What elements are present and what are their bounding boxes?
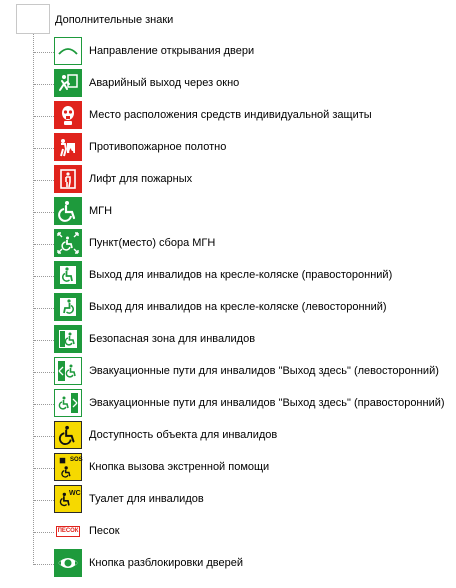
tree-item-fire-blanket[interactable] [0,133,456,163]
root-icon [16,4,50,34]
tree-item-sos-button[interactable] [0,453,456,483]
sand-icon [54,517,82,545]
wc-icon [54,485,82,513]
tree-item-mgn[interactable] [0,197,456,227]
tree-item-door-direction[interactable] [0,37,456,67]
door-arc-icon [54,37,82,65]
accessibility-icon [54,421,82,449]
fire-lift-icon [54,165,82,193]
tree-item-assembly-point[interactable] [0,229,456,259]
tree-item-label: МГН [89,205,113,217]
tree-item-label: Эвакуационные пути для инвалидов "Выход здесь" (правосторонний) [89,397,445,409]
wheelchair-exit-right-icon [54,261,82,289]
tree-item-label: Направление открывания двери [89,45,255,57]
sos-button-icon [54,453,82,481]
tree-item-label: Пункт(место) сбора МГН [89,237,216,249]
tree-item-label: Доступность объекта для инвалидов [89,429,278,441]
tree-item-label: Песок [89,525,120,537]
assembly-point-icon [54,229,82,257]
tree-item-window-exit[interactable] [0,69,456,99]
tree-item-door-unlock[interactable] [0,549,456,579]
tree-item-safe-zone[interactable] [0,325,456,355]
tree-item-evac-right[interactable] [0,389,456,419]
safe-zone-icon [54,325,82,353]
tree-item-fire-lift[interactable] [0,165,456,195]
window-exit-icon [54,69,82,97]
tree-item-label: Эвакуационные пути для инвалидов "Выход здесь" (левосторонний) [89,365,439,377]
tree-item-label: Безопасная зона для инвалидов [89,333,256,345]
tree-root[interactable] [16,4,50,34]
tree-item-label: Туалет для инвалидов [89,493,204,505]
tree-item-ppe-location[interactable] [0,101,456,131]
tree-item-accessibility[interactable] [0,421,456,451]
wheelchair-exit-left-icon [54,293,82,321]
root-label: Дополнительные знаки [55,14,174,26]
tree-item-label: Выход для инвалидов на кресле-коляске (правосторонний) [89,269,393,281]
tree-item-wheelchair-exit-right[interactable] [0,261,456,291]
tree-item-label: Выход для инвалидов на кресле-коляске (левосторонний) [89,301,387,313]
tree-item-label: Противопожарное полотно [89,141,227,153]
evac-left-icon [54,357,82,385]
tree-item-wheelchair-exit-left[interactable] [0,293,456,323]
tree-item-wc[interactable] [0,485,456,515]
fire-blanket-icon [54,133,82,161]
door-unlock-button-icon [54,549,82,577]
sos-text: SOS [70,457,83,463]
tree-item-label: Лифт для пожарных [89,173,193,185]
tree-item-label: Аварийный выход через окно [89,77,240,89]
tree-item-sand[interactable] [0,517,456,547]
evac-right-icon [54,389,82,417]
gas-mask-icon [54,101,82,129]
tree-item-label: Кнопка разблокировки дверей [89,557,243,569]
tree-item-label: Место расположения средств индивидуальной защиты [89,109,372,121]
sand-text: ПЕСОК [56,526,81,537]
tree-item-label: Кнопка вызова экстренной помощи [89,461,270,473]
tree-item-evac-left[interactable] [0,357,456,387]
wc-text: WC [69,490,81,497]
wheelchair-icon [54,197,82,225]
